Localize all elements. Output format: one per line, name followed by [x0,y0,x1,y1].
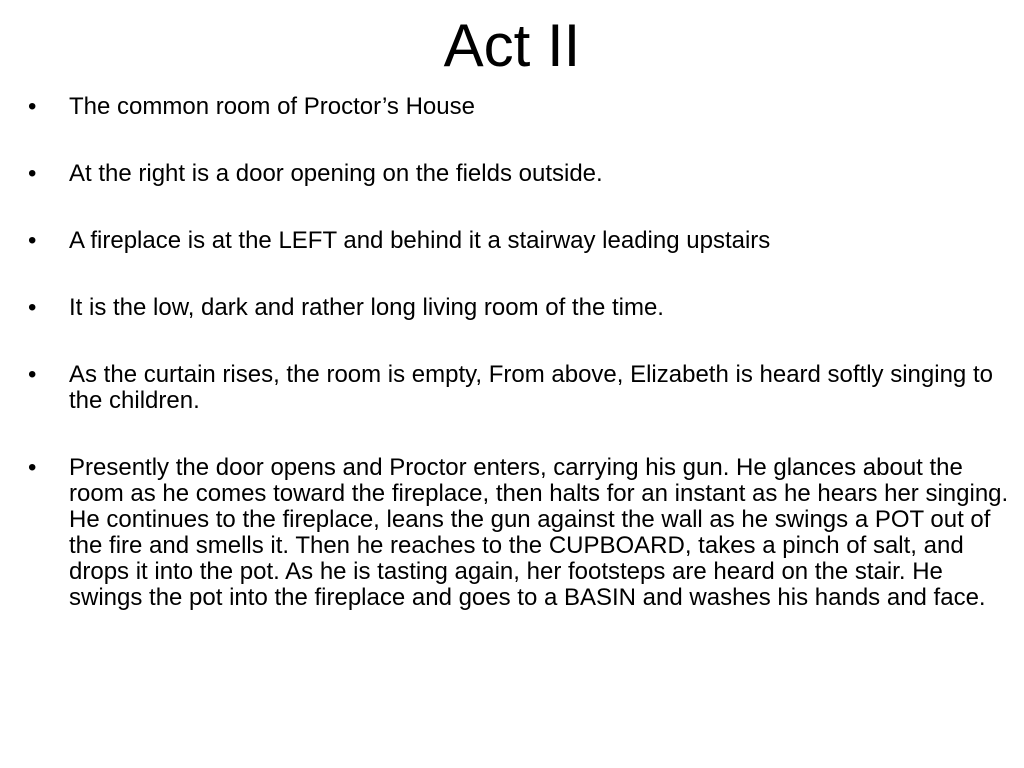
bullet-dot-icon: • [28,160,37,187]
bullet-text: As the curtain rises, the room is empty, From above, Elizabeth is heard softly singing to the children. [69,361,993,414]
bullet-item-6 [28,455,1013,611]
bullet-text: It is the low, dark and rather long living room of the time. [69,294,664,321]
bullet-dot-icon: • [28,454,37,481]
bullet-dot-icon: • [28,227,37,254]
slide-title: Act II [443,12,581,79]
bullet-item-5 [28,362,1013,414]
bullet-text: Presently the door opens and Proctor enters, carrying his gun. He glances about the room as he comes toward the fireplace, then halts for an instant as he hears her singing. He continues to the fireplace, leans the gun against the wall as he swings a POT out of the fire and smells it. Then he reaches to the CUPBOARD, takes a pinch of salt, and drops it into the pot. As he is tasting again, her footsteps are heard on the stair. He swings the pot into the fireplace and goes to a BASIN and washes his hands and face. [69,454,1009,611]
bullet-item-2 [28,161,1013,187]
bullet-text: At the right is a door opening on the fields outside. [69,160,603,187]
bullet-item-1 [28,94,1013,120]
bullet-text: The common room of Proctor’s House [69,93,475,120]
bullet-dot-icon: • [28,294,37,321]
bullet-item-4 [28,295,1013,321]
bullet-item-3 [28,228,1013,254]
bullet-dot-icon: • [28,93,37,120]
bullet-list [28,94,1013,611]
bullet-text: A fireplace is at the LEFT and behind it a stairway leading upstairs [69,227,771,254]
bullet-dot-icon: • [28,361,37,388]
